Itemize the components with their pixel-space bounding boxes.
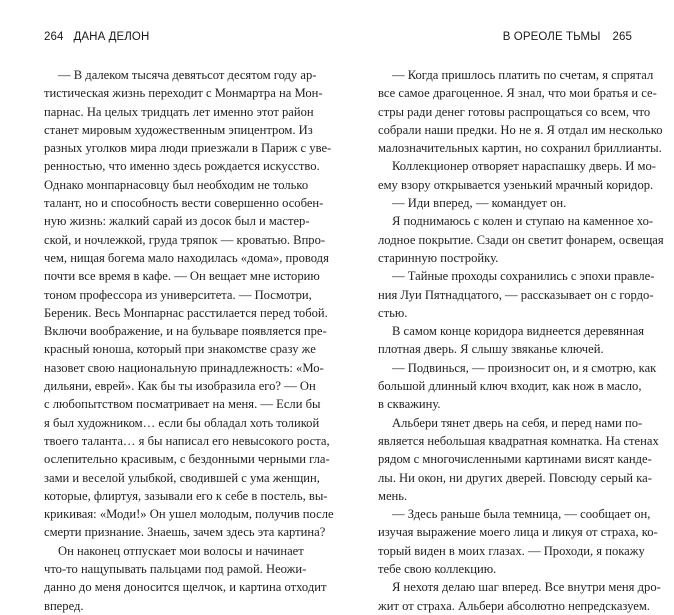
paragraph <box>378 505 658 578</box>
text-line: назовет свою национальную принадлежность: «Мо- <box>44 360 324 375</box>
author-name: ДАНА ДЕЛОН <box>73 31 150 43</box>
paragraph <box>378 194 631 212</box>
text-line: вперед. <box>44 598 84 613</box>
page-number: 264 <box>44 31 64 43</box>
text-line: плотная дверь. Я слышу звяканье ключей. <box>378 342 604 357</box>
text-line: — Подвинься, — произносит он, и я смотрю, как <box>392 360 657 375</box>
text-line: я был художником… если бы обладал хоть толикой <box>44 415 320 430</box>
paragraph <box>378 578 661 615</box>
text-line: Альбери тянет дверь на себя, и перед нами по- <box>392 415 643 430</box>
text-line: чем, нищая богема мало находилась «дома», проводя <box>44 250 329 265</box>
text-line: стью. <box>378 305 408 320</box>
text-line: ему взору открывается узенький мрачный коридор. <box>378 177 654 192</box>
text-line: станет мировым художественным эпицентром. Из <box>44 122 313 137</box>
text-line: твоего таланта… я бы написал его невысокого роста, <box>44 433 330 448</box>
text-line: тистическая жизнь переходит с Монмартра на Мон- <box>44 86 323 101</box>
paragraph <box>378 267 655 322</box>
right-body-text <box>378 66 664 615</box>
text-line: почти все время в кафе. — Он вещает мне историю <box>44 269 320 284</box>
text-line: большой длинный ключ входит, как нож в масло, <box>378 379 642 394</box>
text-line: — В далеком тысяча девятьсот десятом году ар- <box>58 68 317 82</box>
book-title: В ОРЕОЛЕ ТЬМЫ <box>502 31 601 43</box>
text-line: тебе свою коллекцию. <box>378 562 497 577</box>
text-line: в скважину. <box>378 397 441 412</box>
text-line: торый виден в моих глазах. — Проходи, я покажу <box>378 543 645 558</box>
text-line: данно до меня доносится щелчок, и картина отходит <box>44 580 327 595</box>
paragraph <box>378 414 659 505</box>
text-line: Я нехотя делаю шаг вперед. Все внутри меня дро- <box>392 580 661 595</box>
text-line: разных уголков мира люди приезжали в Париж с уве- <box>44 141 332 156</box>
text-line: изучая выражение моего лица и ликуя от страха, ко- <box>378 525 658 540</box>
text-line: Коллекционер отворяет нараспашку дверь. И мо- <box>392 159 656 174</box>
text-line: — Здесь раньше была темница, — сообщает он, <box>392 507 651 522</box>
text-line: ослепительно красивым, с бездонными черными гла- <box>44 452 330 467</box>
text-line: собрали наши предки. Но не я. Я отдал им несколько <box>378 122 663 137</box>
paragraph <box>44 66 334 542</box>
text-line: Однако монпарнасовцу был необходим не только <box>44 177 309 192</box>
text-line: талант, но и способность вести совершенно особен- <box>44 196 324 211</box>
text-line: стры ради денег готовы распрощаться со всем, что <box>378 104 651 119</box>
text-line: дильяни, еврей». Как бы ты изобразила его? — Он <box>44 379 316 394</box>
left-body-text <box>44 66 334 615</box>
text-line: является небольшая квадратная комнатка. На стенах <box>378 433 659 448</box>
paragraph <box>378 359 657 414</box>
paragraph <box>378 66 663 157</box>
text-line: которые, флиртуя, зазывали его к себе в постель, вы- <box>44 488 328 503</box>
text-line: — Когда пришлось платить по счетам, я спрятал <box>392 68 654 82</box>
paragraph <box>378 212 664 267</box>
right-running-head <box>503 31 632 43</box>
text-line: ренностью, что именно здесь рождается искусство. <box>44 159 320 174</box>
text-line: ния Луи Пятнадцатого, — рассказывает он с гордо- <box>378 287 654 302</box>
text-line: мень. <box>378 488 408 503</box>
text-line: ской, и ночлежкой, груда тряпок — кроватью. Впро- <box>44 232 326 247</box>
text-line: рядом с многочисленными картинами висят канде- <box>378 452 652 467</box>
paragraph <box>378 157 656 194</box>
text-line: В самом конце коридора виднеется деревянная <box>392 324 645 339</box>
text-line: зами и веселой улыбкой, сводившей с ума женщин, <box>44 470 320 485</box>
text-line: лы. Ни окон, ни других дверей. Повсюду серый ка- <box>378 470 652 485</box>
paragraph <box>44 542 327 615</box>
text-line: ную жизнь: жалкий сарай из досок был и мастер- <box>44 214 310 229</box>
text-line: красный юноша, который при знакомстве сразу же <box>44 342 316 357</box>
text-line: малозначительных картин, но сохранил бриллианты. <box>378 141 662 156</box>
text-line: с любопытством посматривает на меня. — Если бы <box>44 397 321 412</box>
text-line: Береник. Весь Монпарнас расстилается перед тобой. <box>44 305 328 320</box>
text-line: Я поднимаюсь с колен и ступаю на каменное хо- <box>392 214 654 229</box>
text-line: Он наконец отпускает мои волосы и начинает <box>58 543 304 558</box>
text-line: Включи воображение, и на бульваре появляется пре- <box>44 324 327 339</box>
right-page <box>337 0 674 613</box>
text-line: жит от страха. Альбери абсолютно непредсказуем. <box>378 598 650 613</box>
page-number: 265 <box>612 31 632 43</box>
text-line: — Иди вперед, — командует он. <box>392 196 567 211</box>
left-running-head <box>44 31 149 43</box>
text-line: смерти признание. Знаешь, зачем здесь эта картина? <box>44 525 326 540</box>
text-line: тоном профессора из университета. — Посмотри, <box>44 287 312 302</box>
text-line: что-то нащупывать пальцами под рамой. Неожи- <box>44 562 307 577</box>
text-line: — Тайные проходы сохранились с эпохи правле- <box>392 269 655 284</box>
text-line: старинную постройку. <box>378 250 499 265</box>
text-line: лодное покрытие. Сзади он светит фонарем, освещая <box>378 232 664 247</box>
paragraph <box>378 322 645 359</box>
text-line: все самое драгоценное. Я знал, что мои братья и се- <box>378 86 657 101</box>
left-page <box>0 0 337 613</box>
text-line: парнас. На целых тридцать лет именно этот район <box>44 104 314 119</box>
text-line: крикивая: «Моди!» Он ушел молодым, получив после <box>44 507 334 522</box>
